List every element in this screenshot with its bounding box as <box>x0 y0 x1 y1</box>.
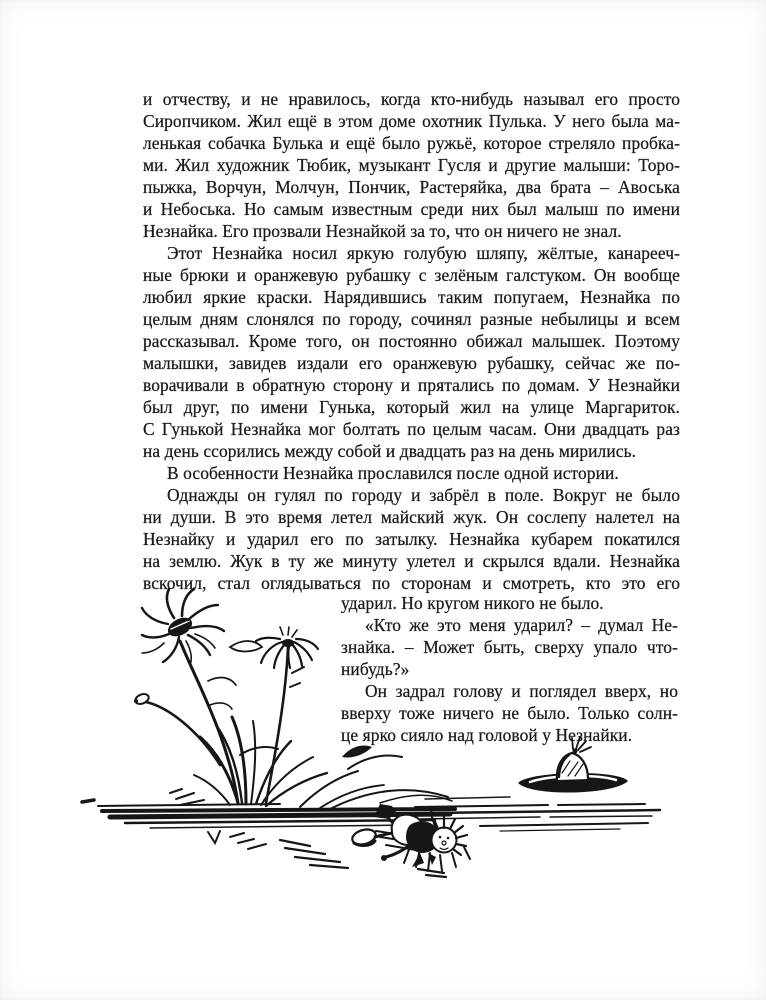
text-line: ни души. В это время летел майский жук. Он сослепу налетел на <box>143 507 680 527</box>
daisies-drawing <box>134 589 452 809</box>
text-line: ленькая собачка Булька и ещё было ружьё, которое стреляло пробка- <box>143 133 680 153</box>
text-line: Незнайку и ударил его по затылку. Незнайка кубарем покатился <box>143 529 680 549</box>
text-line: был друг, по имени Гунька, который жил на улице Маргариток. <box>143 397 680 417</box>
text-line: знайка. – Может быть, сверху упало что- <box>341 637 678 657</box>
text-line: любил яркие краски. Нарядившись таким попугаем, Незнайка по <box>143 287 680 307</box>
text-line: це ярко сияло над головой у Незнайки. <box>341 725 633 745</box>
text-line: ные брюки и оранжевую рубашку с зелёным галстуком. Он вообще <box>143 265 680 285</box>
text-line: С Гунькой Незнайка мог болтать по целым часам. Они двадцать раз <box>143 419 680 439</box>
text-line: Сиропчиком. Жил ещё в этом доме охотник Пулька. У него была ма- <box>143 111 680 131</box>
text-line: пыжка, Ворчун, Молчун, Пончик, Растеряйка, два брата – Авоська <box>143 177 680 197</box>
text-line: на землю. Жук в ту же минуту улетел и скрылся вдали. Незнайка <box>143 551 680 571</box>
text-line: на день ссорились между собой и двадцать раз на день мирились. <box>143 441 637 461</box>
text-line: рассказывал. Кроме того, он постоянно обижал малышек. Поэтому <box>143 331 680 351</box>
text-line: ми. Жил художник Тюбик, музыкант Гусля и другие малыши: Торо- <box>143 155 680 175</box>
text-line: «Кто же это меня ударил? – думал Не- <box>365 615 678 635</box>
body-text <box>143 88 680 594</box>
text-line: вскочил, стал оглядываться по сторонам и смотреть, кто это его <box>143 573 680 593</box>
text-line: Однажды он гулял по городу и забрёл в поле. Вокруг не было <box>167 485 680 505</box>
text-line: Незнайка. Его прозвали Незнайкой за то, что он ничего не знал. <box>143 221 622 241</box>
text-line: В особенности Незнайка прославился после одной истории. <box>167 463 619 483</box>
illustration-neznaika-falling <box>80 585 680 895</box>
flying-hat-drawing <box>518 737 628 793</box>
text-line: малышки, завидев издали его оранжевую рубашку, сейчас же по- <box>143 353 680 373</box>
text-line: нибудь?» <box>341 659 410 679</box>
text-line: ударил. Но кругом никого не было. <box>341 593 604 613</box>
text-line: и отчеству, и не нравилось, когда кто-нибудь называл его просто <box>143 89 680 109</box>
text-line: ворачивали в обратную сторону и прятались по домам. У Незнайки <box>143 375 680 395</box>
text-line: Он задрал голову и поглядел вверх, но <box>365 681 678 701</box>
text-line: и Небоська. Но самым известным среди них был малыш по имени <box>143 199 680 219</box>
text-line: вверху тоже ничего не было. Только солн- <box>341 703 678 723</box>
text-line: целым дням слонялся по городу, сочинял разные небылицы и всем <box>143 309 680 329</box>
text-line: Этот Незнайка носил яркую голубую шляпу, жёлтые, канарееч- <box>167 243 680 263</box>
